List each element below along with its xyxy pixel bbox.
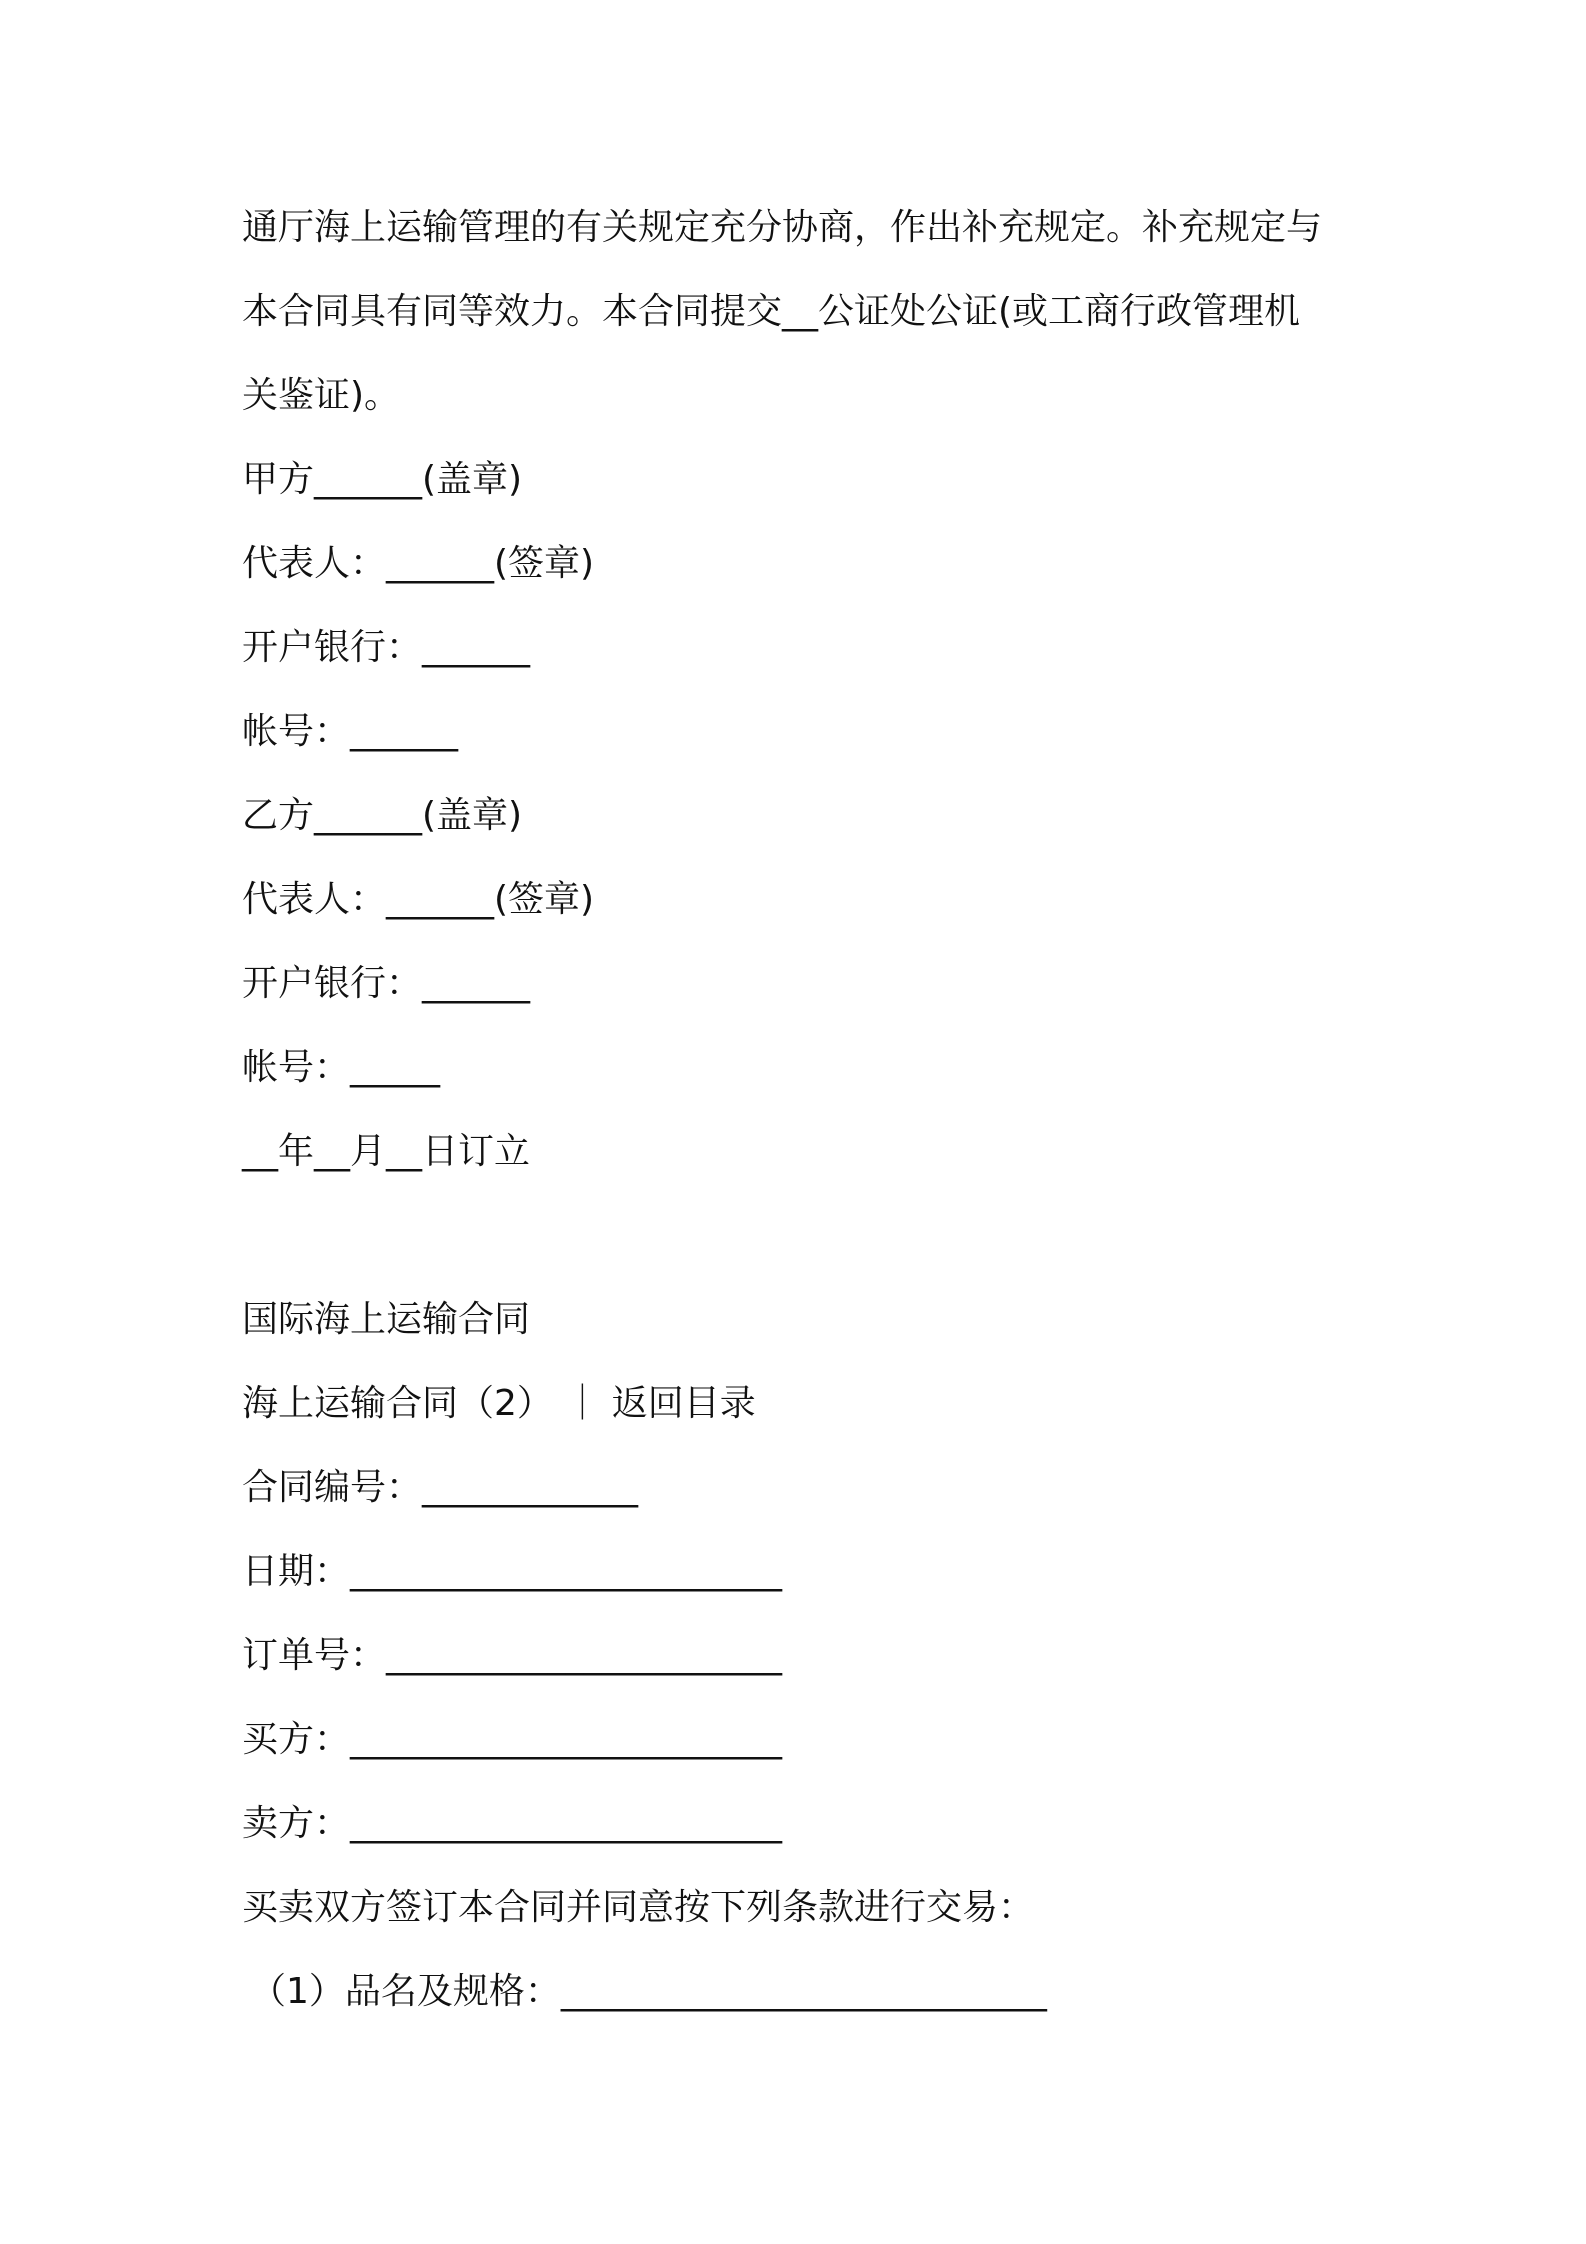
party-a-seal-line: 甲方______(盖章) [242,459,523,500]
party-b-seal-line: 乙方______(盖章) [242,795,523,836]
party-a-bank-line: 开户银行：______ [242,627,531,668]
party-a-representative-line: 代表人：______(签章) [242,543,595,584]
contract-nav-links[interactable]: 海上运输合同（2） ｜ 返回目录 [242,1383,756,1424]
seller-field: 卖方：________________________ [242,1803,783,1844]
body-paragraph-line-2: 本合同具有同等效力。本合同提交__公证处公证(或工商行政管理机 [242,291,1301,332]
section-title: 国际海上运输合同 [242,1299,531,1340]
buyer-field: 买方：________________________ [242,1719,783,1760]
order-number-field: 订单号：______________________ [242,1635,783,1676]
party-a-account-line: 帐号：______ [242,711,459,752]
agreement-statement: 买卖双方签订本合同并同意按下列条款进行交易： [242,1887,1035,1928]
party-b-account-line: 帐号：_____ [242,1047,441,1088]
signing-date-line: __年__月__日订立 [242,1131,531,1172]
party-b-bank-line: 开户银行：______ [242,963,531,1004]
date-field: 日期：________________________ [242,1551,783,1592]
contract-number-field: 合同编号：____________ [242,1467,639,1508]
body-paragraph-line-1: 通厅海上运输管理的有关规定充分协商，作出补充规定。补充规定与 [242,207,1323,248]
party-b-representative-line: 代表人：______(签章) [242,879,595,920]
body-paragraph-line-3: 关鉴证)。 [242,375,401,416]
item-spec-field: （1）品名及规格：___________________________ [250,1971,1047,2012]
